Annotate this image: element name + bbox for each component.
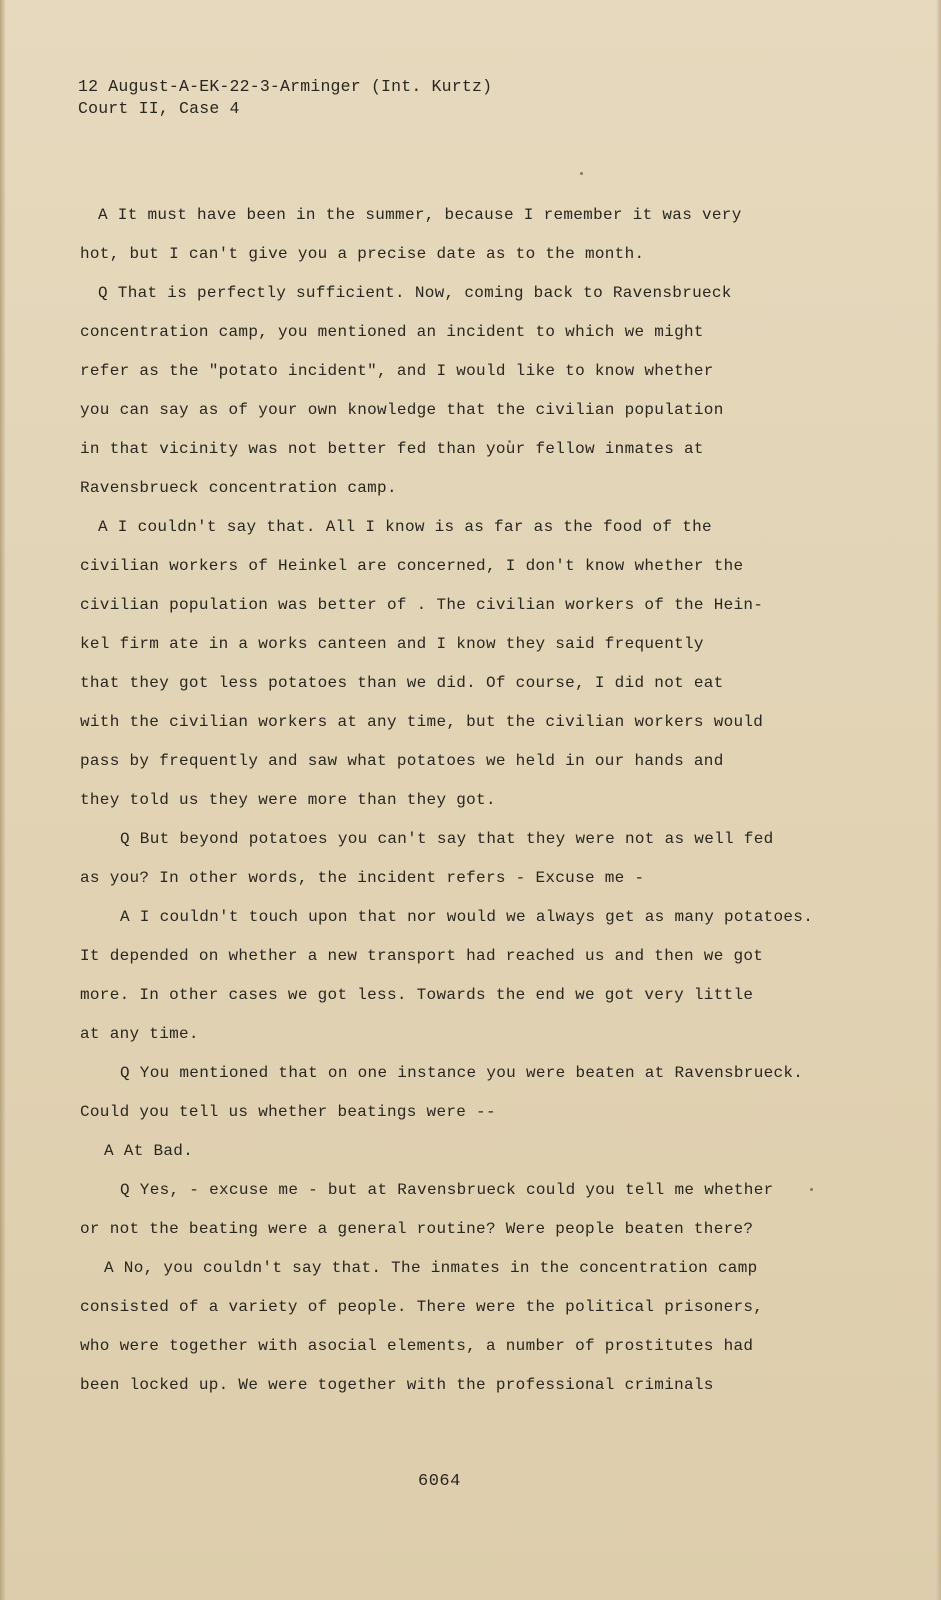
transcript-line: more. In other cases we got less. Towards the end we got very little xyxy=(80,986,754,1004)
transcript-line: It depended on whether a new transport had reached us and then we got xyxy=(80,947,764,965)
header-court-case: Court II, Case 4 xyxy=(78,99,240,118)
transcript-line: A It must have been in the summer, because I remember it was very xyxy=(98,206,742,224)
transcript-line: Q But beyond potatoes you can't say that they were not as well fed xyxy=(120,830,774,848)
transcript-line: been locked up. We were together with the professional criminals xyxy=(80,1376,714,1394)
transcript-line: civilian population was better of . The civilian workers of the Hein- xyxy=(80,596,764,614)
paper-speck xyxy=(580,172,583,175)
transcript-line: consisted of a variety of people. There were the political prisoners, xyxy=(80,1298,764,1316)
transcript-line: who were together with asocial elements, a number of prostitutes had xyxy=(80,1337,754,1355)
transcript-line: A At Bad. xyxy=(104,1142,194,1160)
transcript-line: A I couldn't touch upon that nor would we always get as many potatoes. xyxy=(120,908,814,926)
transcript-line: that they got less potatoes than we did. Of course, I did not eat xyxy=(80,674,724,692)
transcript-line: pass by frequently and saw what potatoes we held in our hands and xyxy=(80,752,724,770)
page-edge-right xyxy=(936,0,941,1600)
transcript-line: Could you tell us whether beatings were -- xyxy=(80,1103,496,1121)
transcript-line: at any time. xyxy=(80,1025,199,1043)
transcript-line: Q That is perfectly sufficient. Now, coming back to Ravensbrueck xyxy=(98,284,732,302)
transcript-line: kel firm ate in a works canteen and I know they said frequently xyxy=(80,635,704,653)
transcript-line: Q You mentioned that on one instance you were beaten at Ravensbrueck. xyxy=(120,1064,804,1082)
page-number: 6064 xyxy=(418,1472,461,1491)
transcript-body xyxy=(80,196,860,1405)
document-header xyxy=(78,76,492,120)
transcript-line: civilian workers of Heinkel are concerned, I don't know whether the xyxy=(80,557,744,575)
transcript-line: with the civilian workers at any time, but the civilian workers would xyxy=(80,713,764,731)
transcript-line: A No, you couldn't say that. The inmates in the concentration camp xyxy=(104,1259,758,1277)
transcript-line: concentration camp, you mentioned an incident to which we might xyxy=(80,323,704,341)
transcript-line: as you? In other words, the incident refers - Excuse me - xyxy=(80,869,645,887)
transcript-line: you can say as of your own knowledge that the civilian population xyxy=(80,401,724,419)
transcript-line: refer as the "potato incident", and I would like to know whether xyxy=(80,362,714,380)
transcript-line: hot, but I can't give you a precise date as to the month. xyxy=(80,245,645,263)
transcript-line: Ravensbrueck concentration camp. xyxy=(80,479,397,497)
transcript-line: in that vicinity was not better fed than your fellow inmates at xyxy=(80,440,704,458)
transcript-line: or not the beating were a general routine? Were people beaten there? xyxy=(80,1220,754,1238)
page-edge-left xyxy=(0,0,6,1600)
transcript-line: they told us they were more than they got. xyxy=(80,791,496,809)
header-case-reference: 12 August-A-EK-22-3-Arminger (Int. Kurtz) xyxy=(78,77,493,96)
transcript-line: A I couldn't say that. All I know is as far as the food of the xyxy=(98,518,712,536)
transcript-line: Q Yes, - excuse me - but at Ravensbrueck could you tell me whether xyxy=(120,1181,774,1199)
